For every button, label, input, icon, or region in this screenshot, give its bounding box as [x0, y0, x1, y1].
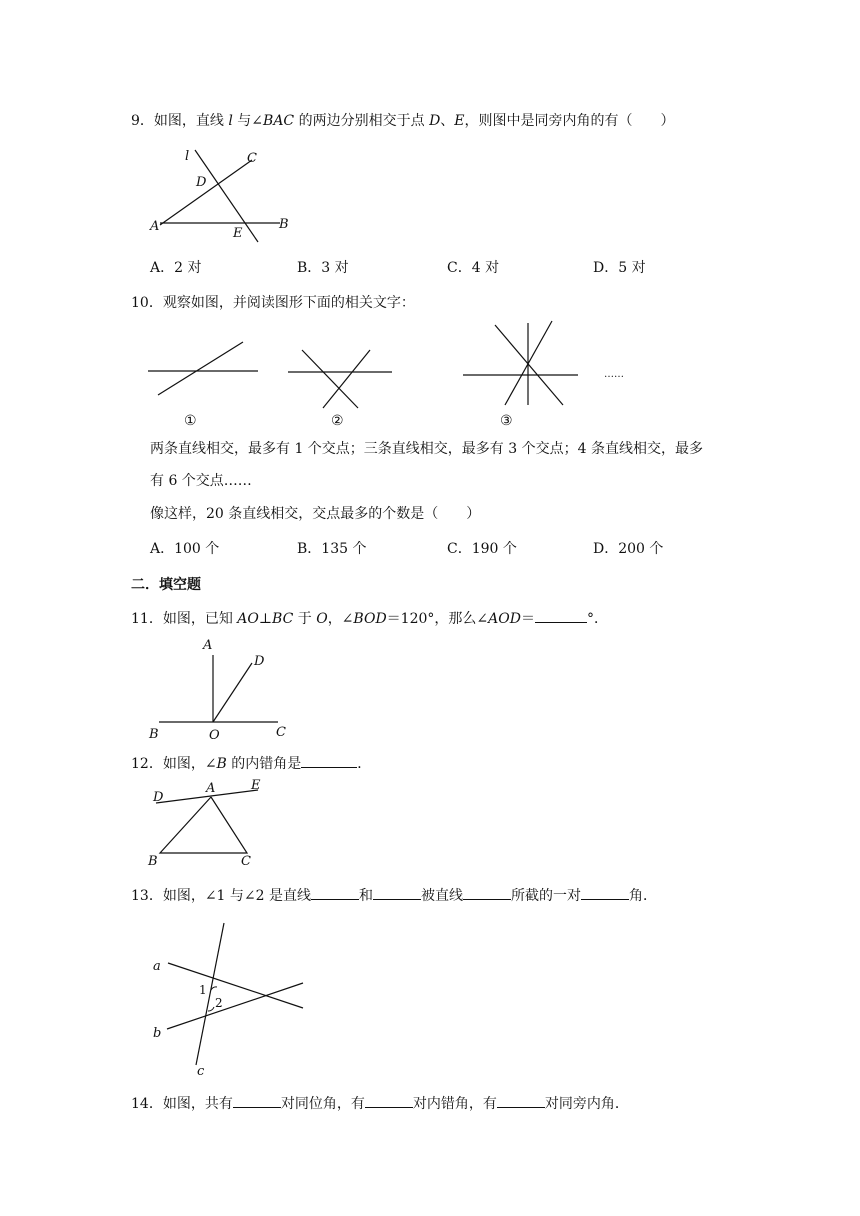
q13-label-1: 1 — [199, 983, 207, 997]
q11-text: ＝ — [520, 611, 535, 627]
q10-text-line1: 两条直线相交，最多有 1 个交点；三条直线相交，最多有 3 个交点；4 条直线相交，最多 — [150, 441, 703, 457]
q9-option-b: B．3 对 — [297, 260, 349, 276]
q13-blank-2[interactable] — [373, 885, 421, 900]
q13-label-2: 2 — [215, 996, 223, 1010]
q13-text: 13．如图，∠1 与∠2 是直线 — [131, 888, 311, 904]
q11-var: BC — [272, 611, 294, 627]
q9-var-l: l — [228, 113, 233, 129]
q10-text-line2: 有 6 个交点…… — [150, 473, 252, 489]
q12-text: 的内错角是 — [226, 756, 302, 772]
q13-text: 被直线 — [421, 888, 463, 904]
q11-stem — [131, 608, 608, 629]
q11-var: O — [316, 611, 328, 627]
q12-text: ． — [357, 756, 372, 772]
q11-text: ⊥ — [258, 611, 273, 627]
q9-option-d: D．5 对 — [593, 260, 646, 276]
q11-var: AOD — [488, 611, 521, 627]
q10-question: 像这样，20 条直线相交，交点最多的个数是（ ） — [150, 506, 481, 522]
q12-text: 12．如图，∠ — [131, 756, 217, 772]
q13-blank-4[interactable] — [581, 885, 629, 900]
q13-figure — [145, 915, 315, 1079]
q12-label-c: C — [241, 854, 251, 869]
q9-label-l: l — [185, 149, 190, 164]
q11-text: ＝120°，那么∠ — [386, 611, 489, 627]
q14-text: 14．如图，共有 — [131, 1096, 233, 1112]
q9-var-d: D — [429, 113, 441, 129]
q11-text: 于 — [293, 611, 317, 627]
q11-var: AO — [237, 611, 259, 627]
q9-ray-ac — [160, 160, 252, 225]
q9-stem — [131, 111, 675, 131]
q13-blank-1[interactable] — [311, 885, 359, 900]
q11-var: BOD — [353, 611, 387, 627]
q12-stem — [131, 753, 371, 774]
q11-label-a: A — [203, 638, 213, 653]
q9-text: 9．如图，直线 — [131, 113, 229, 129]
q13-text: 角． — [629, 888, 657, 904]
q10-fig3-label: ③ — [500, 413, 513, 429]
q13-line-a — [168, 963, 303, 1008]
q9-text: 、 — [440, 113, 455, 129]
q10-figure — [140, 315, 660, 435]
q11-text: 11．如图，已知 — [131, 611, 238, 627]
q9-var-e: E — [454, 113, 465, 129]
q10-ellipsis: …… — [604, 369, 624, 380]
q14-blank-3[interactable] — [497, 1093, 545, 1108]
q12-triangle — [160, 797, 247, 853]
q10-fig2-label: ② — [331, 413, 344, 429]
q14-blank-1[interactable] — [233, 1093, 281, 1108]
q14-stem — [131, 1093, 629, 1114]
q12-var: B — [216, 756, 227, 772]
q13-label-c: c — [197, 1064, 205, 1079]
q9-var-bac: BAC — [263, 113, 295, 129]
q13-line-b — [167, 983, 303, 1029]
q14-text: 对同旁内角． — [544, 1096, 629, 1112]
q11-label-c: C — [276, 725, 286, 740]
q11-label-b: B — [149, 727, 159, 742]
q10-option-a: A．100 个 — [150, 541, 220, 557]
q9-label-d: D — [196, 175, 207, 190]
q13-text: 和 — [359, 888, 373, 904]
q13-text: 所截的一对 — [511, 888, 581, 904]
q14-blank-2[interactable] — [365, 1093, 413, 1108]
q11-label-o: O — [209, 728, 220, 743]
q13-label-a: a — [153, 959, 161, 974]
q10-fig3-line — [495, 325, 563, 405]
q14-text: 对同位角，有 — [280, 1096, 365, 1112]
q10-option-b: B．135 个 — [297, 541, 367, 557]
q11-line-od — [213, 663, 252, 722]
q9-option-c: C．4 对 — [447, 260, 500, 276]
q9-text: ，则图中是同旁内角的有（ ） — [464, 113, 675, 129]
q9-text: 与∠ — [232, 113, 264, 129]
q12-answer-blank[interactable] — [301, 753, 357, 768]
q10-fig1-line — [158, 342, 243, 395]
q13-angle2-arc — [208, 1007, 214, 1011]
q9-label-a: A — [150, 219, 160, 234]
q10-fig1-label: ① — [184, 413, 197, 429]
q9-label-c: C — [247, 151, 257, 166]
q12-label-b: B — [148, 854, 158, 869]
q10-option-d: D．200 个 — [593, 541, 664, 557]
q9-text: 的两边分别相交于点 — [294, 113, 430, 129]
q12-label-e: E — [251, 778, 261, 793]
q9-option-a: A．2 对 — [150, 260, 202, 276]
q11-text: °． — [586, 611, 608, 627]
q10-option-c: C．190 个 — [447, 541, 517, 557]
q12-label-a: A — [206, 781, 216, 796]
q13-stem — [131, 885, 657, 906]
q12-label-d: D — [153, 790, 164, 805]
q11-figure — [145, 635, 305, 745]
q14-text: 对内错角，有 — [412, 1096, 497, 1112]
q12-figure — [145, 775, 275, 870]
q11-label-d: D — [254, 654, 265, 669]
q9-label-b: B — [279, 217, 289, 232]
q9-label-e: E — [233, 226, 243, 241]
q10-stem: 10．观察如图，并阅读图形下面的相关文字： — [131, 295, 415, 311]
q11-answer-blank[interactable] — [535, 608, 587, 623]
q13-label-b: b — [153, 1026, 162, 1041]
q9-figure — [140, 140, 300, 250]
section-title: 二．填空题 — [131, 577, 201, 593]
q11-text: ，∠ — [327, 611, 354, 627]
q13-blank-3[interactable] — [463, 885, 511, 900]
